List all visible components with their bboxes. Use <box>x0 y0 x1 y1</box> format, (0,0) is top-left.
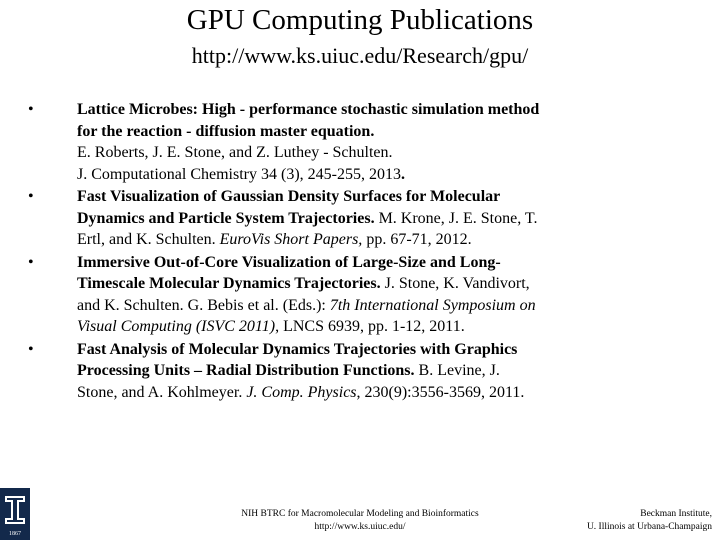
publication-text: and K. Schulten. G. Bebis et al. (Eds.): <box>77 296 330 314</box>
footer-right-line1: Beckman Institute, <box>640 509 712 519</box>
bullet-icon: • <box>28 188 34 205</box>
bullet-icon: • <box>28 101 34 118</box>
publication-text: EuroVis Short Papers, <box>219 231 363 248</box>
publication-line <box>77 99 688 121</box>
publication-text: J. Stone, K. Vandivort, <box>380 275 530 292</box>
publication-line <box>77 142 688 164</box>
publication-line <box>77 273 688 295</box>
publication-text: , 230(9):3556-3569, 2011. <box>356 383 525 401</box>
bullet-icon: • <box>28 340 34 358</box>
publication-text: - <box>182 122 196 140</box>
publication-line <box>77 382 688 404</box>
publication-text: - <box>235 101 250 118</box>
publication-line <box>77 295 688 317</box>
page-title: GPU Computing Publications <box>186 4 534 36</box>
footer-right <box>587 508 712 534</box>
bullet-icon: • <box>28 253 34 271</box>
publication-list <box>28 99 688 404</box>
publication-text: performance stochastic simulation method <box>249 101 540 118</box>
publication-text: Ertl, and K. Schulten. <box>77 231 220 248</box>
publication-text: Processing Units – Radial Distribution Functions. <box>77 362 415 379</box>
page-subtitle-url[interactable]: http://www.ks.uiuc.edu/Research/gpu/ <box>191 43 529 68</box>
publication-text: E. Roberts, J. E. Stone, and Z. Luthey <box>77 144 320 161</box>
publication-text: J. Computational Chemistry 34 (3), 245-255, 2013 <box>77 165 401 183</box>
publication-text: Fast Analysis of Molecular Dynamics Trajectories with Graphics <box>77 340 518 358</box>
publication-text: Fast Visualization of Gaussian Density Surfaces for Molecular <box>77 188 501 205</box>
publication-line <box>77 360 688 382</box>
publication-text: Timescale Molecular Dynamics Trajectories. <box>77 275 381 292</box>
publication-item <box>28 339 688 404</box>
publication-text: diffusion master equation. <box>195 122 375 140</box>
footer-right-line2: U. Illinois at Urbana-Champaign <box>586 522 712 532</box>
publication-line <box>77 121 688 143</box>
footer-center-line1: NIH BTRC for Macromolecular Modeling and Bioinformatics <box>241 509 479 519</box>
publication-text: - <box>319 144 333 161</box>
publication-line <box>77 164 688 186</box>
publication-text: Immersive Out-of-Core Visualization of Large-Size and Long- <box>77 253 501 271</box>
publication-text: , LNCS 6939, pp. 1-12, 2011. <box>275 318 465 335</box>
publication-text: Visual Computing (ISVC 2011) <box>77 318 276 335</box>
footer-center <box>200 508 520 534</box>
publication-item <box>28 99 688 185</box>
publication-text: . <box>400 165 405 183</box>
footer-center-line2[interactable]: http://www.ks.uiuc.edu/ <box>314 522 406 532</box>
publication-text: Schulten. <box>332 144 393 161</box>
svg-text:1867: 1867 <box>9 531 21 537</box>
publication-line <box>77 186 688 208</box>
publication-text: 7th International Symposium on <box>329 296 536 314</box>
publication-text: B. Levine, J. <box>414 362 500 379</box>
publication-line <box>77 316 688 338</box>
publication-item <box>28 252 688 338</box>
publication-text: Lattice Microbes: High <box>77 101 236 118</box>
publication-text: pp. 67-71, 2012. <box>362 231 472 248</box>
publication-line <box>77 208 688 230</box>
block-i-icon <box>0 488 30 540</box>
publication-line <box>77 252 688 274</box>
publication-item <box>28 186 688 251</box>
publication-line <box>77 229 688 251</box>
publication-text: J. Comp. Physics <box>246 383 357 401</box>
publication-line <box>77 339 688 361</box>
publication-text: Dynamics and Particle System Trajectories. <box>77 209 375 227</box>
university-logo <box>0 488 30 540</box>
publication-text: Stone, and A. Kohlmeyer. <box>77 383 247 401</box>
publication-text: for the reaction <box>77 122 183 140</box>
publication-text: M. Krone, J. E. Stone, T. <box>374 209 538 227</box>
